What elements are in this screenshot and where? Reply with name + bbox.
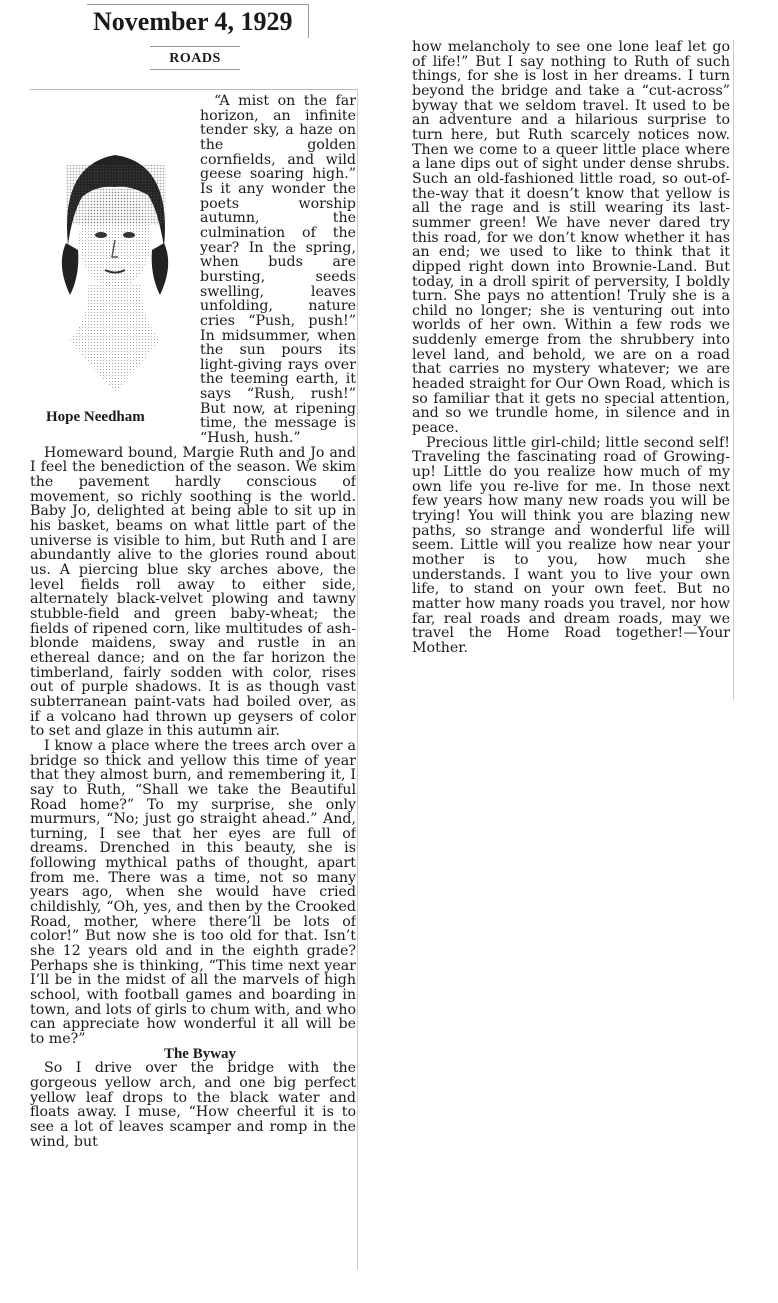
article-column-right [412, 40, 730, 740]
paragraph-homeward: Homeward bound, Margie Ruth and Jo and I feel the benediction of the season. We skim the pavement hardly conscious of movement, so richly soothing is the world. Baby Jo, delighted at being able to sit up in his basket, beams on what little part of the universe is visible to him, but Ruth and I are abundantly alive to the glories round about us. A piercing blue sky arches above, the level fields roll away to either side, alternately black-velvet plowing and tawny stubble-field and green baby-wheat; the fields of ripened corn, like multitudes of ash-blonde maidens, sway and rustle in an ethereal dance; and on the far horizon the timberland, fairly sodden with color, rises out of purple shadows. It is as though vast subterranean paint-vats had boiled over, as if a volcano had thrown up geysers of color to set and glaze in this autumn air. [30, 444, 356, 740]
paragraph-closing: Precious little girl-child; little second self! Traveling the fascinating road of Growing-up! Little do you realize how much of my own life you re-live for me. In those next few years how many new roads you will be trying! You will think you are blazing new paths, so strange and wonderful life will seem. Little will you realize how near your mother is to you, how much she understands. I want you to live your own life, to stand on your own feet. But no matter how many roads you travel, nor how far, real roads and dream roads, may we travel the Home Road together!—Your Mother. [412, 434, 730, 656]
paragraph-byway-start: So I drive over the bridge with the gorgeous yellow arch, and one big perfect yellow leaf drops to the black water and floats away. I muse, “How cheerful it is to see a lot of leaves scamper and romp in the wind, but [30, 1060, 356, 1150]
article-headline: ROADS [169, 51, 221, 66]
article-column-left [30, 94, 356, 1274]
headline-rule-top [150, 46, 240, 47]
paragraph-byway-continued: how melancholy to see one lone leaf let go of life!” But I say nothing to Ruth of such things, for she is lost in her dreams. I turn beyond the bridge and take a “cut-across” byway that we seldom travel. It used to be an adventure and a hilarious surprise to turn here, but Ruth scarcely notices now. Then we come to a queer little place where a lane dips out of sight under dense shrubs. Such an old-fashioned little road, so out-of-the-way that it doesn’t know that yellow is all the rage and is still wearing its last-summer green! We have never dared try this road, for we don’t know whether it has an end; we used to like to think that it dipped right down into Brownie-Land. But today, in a droll spirit of perversity, I boldly turn. She pays no attention! Truly she is a child no longer; she is venturing out into worlds of her own. Within a few rods we suddenly emerge from the shrubbery into level land, and behold, we are on a road that carries no mystery whatever; we are headed straight for Our Own Road, which is so familiar that it gets no special attention, and so we trundle home, in silence and in peace. [412, 40, 730, 437]
column-divider-left [357, 90, 358, 1270]
publication-date: November 4, 1929 [87, 4, 309, 38]
subhead-byway: The Byway [163, 1045, 237, 1062]
paragraph-intro: “A mist on the far horizon, an infinite tender sky, a haze on the golden cornfields, and wild geese soaring high.” Is it any wonder the poets worship autumn, the culmination of the year? In the spring, when buds are bursting, seeds swelling, leaves unfolding, nature cries “Push, push!” In midsummer, when the sun pours its light-giving rays over the teeming earth, it says “Rush, rush!” But now, at ripening time, the message is “Hush, hush.” [200, 94, 356, 447]
column-top-rule [30, 89, 358, 90]
portrait-spacer [30, 94, 200, 434]
paragraph-bridge: I know a place where the trees arch over a bridge so thick and yellow this time of year that they almost burn, and remembering it, I say to Ruth, “Shall we take the Beautiful Road home?” To my surprise, she only murmurs, “No; just go straight ahead.” And, turning, I see that her eyes are full of dreams. Drenched in this beauty, she is following mythical paths of thought, apart from me. There was a time, not so many years ago, when she would have cried childishly, “Oh, yes, and then by the Crooked Road, mother, where there’ll be lots of color!” But now she is too old for that. Isn’t she 12 years old and in the eighth grade? Perhaps she is thinking, “This time next year I’ll be in the midst of all the marvels of high school, with football games and boarding in town, and lots of girls to chum with, and who can appreciate how wonderful it all will be to me?” [30, 737, 356, 1047]
portrait-caption: Hope Needham [46, 409, 145, 425]
headline-rule-bottom [150, 69, 240, 70]
column-divider-right [733, 40, 734, 700]
